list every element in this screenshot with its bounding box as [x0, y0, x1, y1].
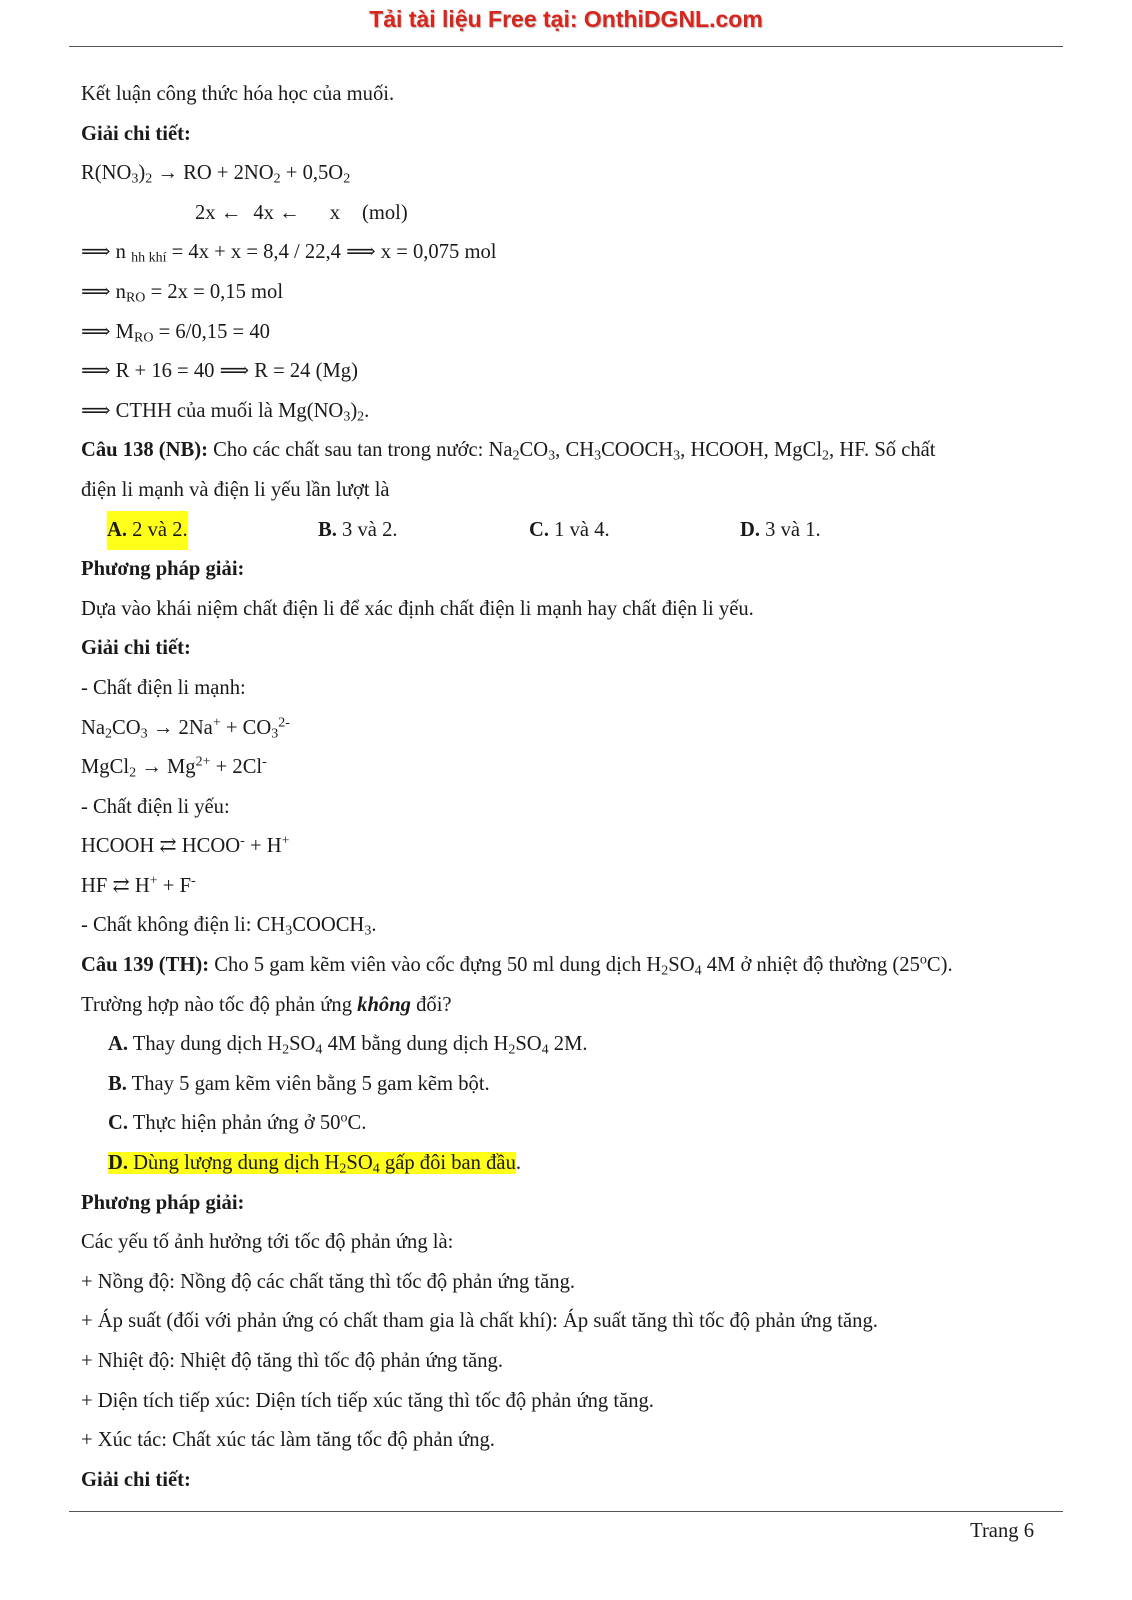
detailed-solution-heading: Giải chi tiết: [81, 637, 191, 660]
strong-electrolyte-heading: - Chất điện li mạnh: [81, 676, 246, 699]
ro-mass-line: ⟹ $M_{RO} = 6/0,15 = 40$ [81, 320, 270, 346]
factors-intro: Các yếu tố ảnh hưởng tới tốc độ phản ứng là: [81, 1231, 454, 1254]
question-139-continued: Trường hợp nào tốc độ phản ứng không đổi? [81, 993, 452, 1016]
detailed-solution-heading: Giải chi tiết: [81, 1468, 191, 1491]
header-divider [69, 46, 1063, 47]
decomposition-equation: $R(NO_3)_2$ → RO + $2NO_2 + 0,5O_2$ [81, 162, 351, 187]
conclusion-text: Kết luận công thức hóa học của muối. [81, 83, 395, 105]
q139-option-b: B. Thay 5 gam kẽm viên bằng 5 gam kẽm bột. [108, 1072, 490, 1095]
hf-equation: HF ⇄ H+ + F- [81, 873, 196, 897]
site-banner: Tải tài liệu Free tại: OnthiDGNL.com [369, 6, 763, 32]
question-139: Câu 139 (TH): Cho 5 gam kẽm viên vào cốc đựng 50 ml dung dịch $H_2SO_4$ 4M ở nhiệt độ thường (25$^o$C). [81, 952, 953, 979]
page-number: Trang 6 [970, 1520, 1034, 1542]
salt-formula-line: ⟹ CTHH của muối là $Mg(NO_3)_2$. [81, 399, 370, 425]
mgcl2-equation: MgCl$_2$ → $Mg^{2+} + 2Cl^-$ [81, 754, 267, 781]
r-value-line: ⟹ R + 16 = 40 ⟹ R = 24 (Mg) [81, 360, 358, 383]
q139-option-c: C. Thực hiện phản ứng ở 50$^o$C. [108, 1110, 367, 1135]
factor-pressure: + Áp suất (đối với phản ứng có chất tham gia là chất khí): Áp suất tăng thì tốc độ phản ứng tăng. [81, 1310, 878, 1333]
hcooh-equation: HCOOH ⇄ HCOO- + H+ [81, 833, 290, 858]
factor-temperature: + Nhiệt độ: Nhiệt độ tăng thì tốc độ phản ứng tăng. [81, 1350, 504, 1372]
q139-option-d-correct: D. Dùng lượng dung dịch $H_2SO_4$ gấp đôi ban đầu. [108, 1152, 522, 1177]
weak-electrolyte-heading: - Chất điện li yếu: [81, 795, 230, 818]
question-138-continued: điện li mạnh và điện li yếu lần lượt là [81, 478, 390, 501]
q139-option-a: A. Thay dung dịch $H_2SO_4$ 4M bằng dung dịch $H_2SO_4$ 2M. [108, 1033, 588, 1058]
method-heading: Phương pháp giải: [81, 1191, 245, 1214]
na2co3-equation: $Na_2CO_3 \to 2Na^+ + CO_3^{2-}$ [81, 714, 290, 741]
factor-concentration: + Nồng độ: Nồng độ các chất tăng thì tốc độ phản ứng tăng. [81, 1270, 576, 1293]
option-c: C. 1 và 4. [529, 518, 610, 541]
option-b: B. 3 và 2. [318, 518, 398, 541]
question-138: Câu 138 (NB): Cho các chất sau tan trong nước: $Na_2CO_3$, $CH_3COOCH_3$, HCOOH, MgCl$_2$, HF. Số chất [81, 439, 936, 464]
mole-ratio-line: 2x ← 4x ← x (mol) [195, 201, 408, 224]
question-138-label: Câu 138 (NB): [81, 439, 208, 462]
non-electrolyte-line: - Chất không điện li: $CH_3COOCH_3$. [81, 914, 377, 939]
factor-surface-area: + Diện tích tiếp xúc: Diện tích tiếp xúc tăng thì tốc độ phản ứng tăng. [81, 1389, 654, 1412]
option-a-correct: A. 2 và 2. [107, 511, 188, 551]
question-139-label: Câu 139 (TH): [81, 954, 210, 977]
gas-moles-line: ⟹ n $_{hh khí}$ = 4x + x = 8,4 / 22,4 ⟹ x = 0,075 mol [81, 241, 497, 266]
question-138-options [81, 511, 1056, 551]
ro-moles-line: ⟹ $n_{RO} = 2x = 0,15$ mol [81, 280, 284, 306]
option-d: D. 3 và 1. [740, 518, 821, 541]
footer-divider [69, 1511, 1063, 1512]
method-text: Dựa vào khái niệm chất điện li để xác định chất điện li mạnh hay chất điện li yếu. [81, 597, 754, 620]
detailed-solution-heading: Giải chi tiết: [81, 122, 191, 145]
method-heading: Phương pháp giải: [81, 558, 245, 581]
factor-catalyst: + Xúc tác: Chất xúc tác làm tăng tốc độ phản ứng. [81, 1429, 495, 1452]
page-content [81, 75, 1056, 1500]
